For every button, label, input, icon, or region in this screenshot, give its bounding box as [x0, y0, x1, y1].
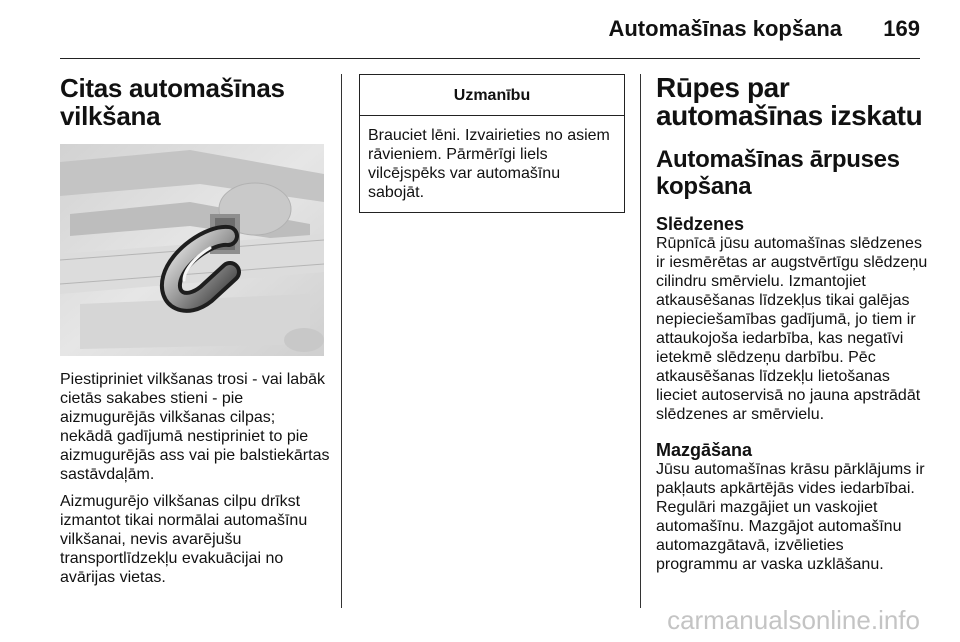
section-title-locks: Slēdzenes [656, 214, 745, 234]
subheading-exterior-care: Automašīnas ārpuses kopšana [656, 146, 900, 200]
page-number: 169 [883, 16, 920, 41]
column-divider-right [640, 74, 641, 608]
watermark: carmanualsonline.info [667, 605, 920, 635]
running-header-title: Automašīnas kopšana [608, 16, 842, 41]
section-text-washing: Jūsu automašīnas krāsu pārklājums ir pakļauts apkārtējās vides iedarbībai. Regulāri mazgājiet un vaskojiet automašīnu. Mazgājot automašīnu automazgātavā, izvēlieties programmu ar vaska uzklāšanu. [656, 461, 925, 573]
left-column [60, 74, 330, 587]
caution-notice-title: Uzmanību [360, 75, 624, 116]
right-column [656, 74, 928, 574]
towing-paragraph-2: Aizmugurējo vilkšanas cilpu drīkst izmantot tikai normālai automašīnu vilkšanai, nevis avarējušu transportlīdzekļu evakuācijai no avārijas vietas. [60, 493, 308, 586]
chapter-heading-appearance: Rūpes par automašīnas izskatu [656, 72, 923, 131]
towing-paragraph-1: Piestipriniet vilkšanas trosi - vai labāk cietās sakabes stieni - pie aizmugurējās vilkšanas cilpas; nekādā gadījumā nestipriniet to pie aizmugurējās ass vai pie balstiekārtas sastāvdaļām. [60, 371, 330, 483]
header-divider [60, 58, 920, 59]
section-heading-towing: Citas automašīnas vilkšana [60, 73, 285, 131]
caution-notice-box [359, 74, 625, 213]
towing-eye-illustration-icon [60, 144, 324, 356]
column-divider-left [341, 74, 342, 608]
caution-notice-text: Brauciet lēni. Izvairieties no asiem rāvieniem. Pārmērīgi liels vilcējspēks var automašīnu sabojāt. [368, 127, 610, 201]
section-title-washing: Mazgāšana [656, 440, 753, 460]
section-text-locks: Rūpnīcā jūsu automašīnas slēdzenes ir iesmērētas ar augstvērtīgu slēdzeņu cilindru smērvielu. Izmantojiet atkausēšanas līdzekļus tikai galējas nepieciešamības gadījumā, jo tiem ir attaukojoša iedarbība, kas negatīvi ietekmē slēdzeņu darbību. Pēc atkausēšanas līdzekļu lietošanas lieciet autoservisā no jauna apstrādāt slēdzenes ar smērvielu. [656, 235, 928, 423]
